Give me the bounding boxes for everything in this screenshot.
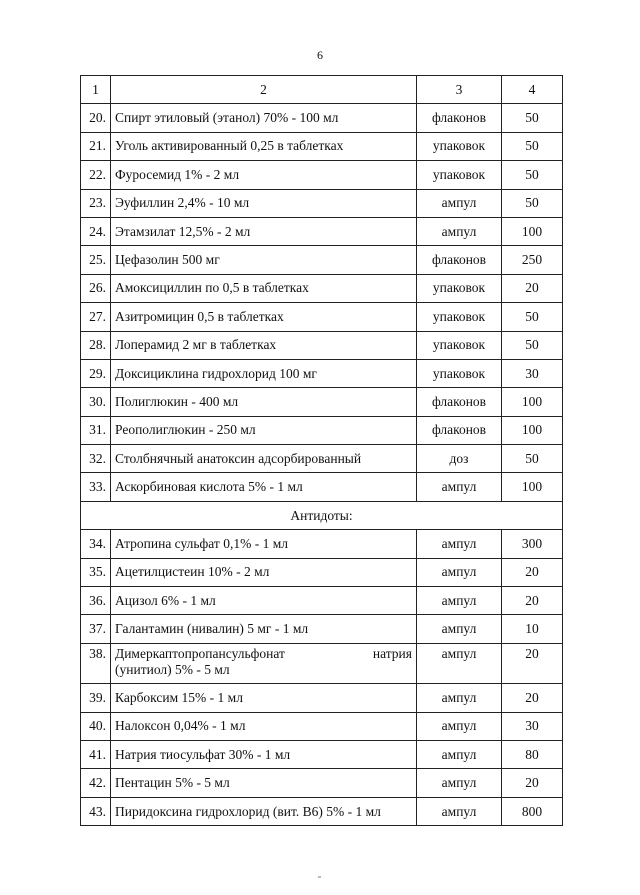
item-name-part: Димеркаптопропансульфонат: [115, 645, 285, 661]
item-name: Амоксициллин по 0,5 в таблетках: [111, 274, 417, 302]
item-number: 23.: [81, 189, 111, 217]
item-name: Аскорбиновая кислота 5% - 1 мл: [111, 473, 417, 501]
item-name-line-1: [115, 646, 412, 662]
table-row: [81, 615, 563, 643]
item-unit: доз: [417, 445, 502, 473]
table-row: [81, 359, 563, 387]
item-unit: флаконов: [417, 416, 502, 444]
item-number: 27.: [81, 303, 111, 331]
item-number: 31.: [81, 416, 111, 444]
item-name: Доксициклина гидрохлорид 100 мг: [111, 359, 417, 387]
item-quantity: 100: [502, 388, 563, 416]
table-row: [81, 769, 563, 797]
item-unit: упаковок: [417, 359, 502, 387]
item-name: Налоксон 0,04% - 1 мл: [111, 712, 417, 740]
table-row: [81, 132, 563, 160]
item-number: 43.: [81, 797, 111, 825]
item-number: 21.: [81, 132, 111, 160]
item-quantity: 50: [502, 189, 563, 217]
item-unit: ампул: [417, 643, 502, 684]
item-name: [111, 643, 417, 684]
item-number: 20.: [81, 104, 111, 132]
item-unit: ампул: [417, 587, 502, 615]
item-number: 26.: [81, 274, 111, 302]
table-row: [81, 161, 563, 189]
item-unit: ампул: [417, 797, 502, 825]
item-name: Столбнячный анатоксин адсорбированный: [111, 445, 417, 473]
item-name: Лоперамид 2 мг в таблетках: [111, 331, 417, 359]
section-row: [81, 501, 563, 529]
item-name: Фуросемид 1% - 2 мл: [111, 161, 417, 189]
item-number: 38.: [81, 643, 111, 684]
item-quantity: 250: [502, 246, 563, 274]
item-unit: упаковок: [417, 331, 502, 359]
item-number: 32.: [81, 445, 111, 473]
item-unit: флаконов: [417, 104, 502, 132]
item-quantity: 300: [502, 530, 563, 558]
item-name: Цефазолин 500 мг: [111, 246, 417, 274]
item-name: Атропина сульфат 0,1% - 1 мл: [111, 530, 417, 558]
item-quantity: 800: [502, 797, 563, 825]
item-name: Спирт этиловый (этанол) 70% - 100 мл: [111, 104, 417, 132]
section-title-antidotes: Антидоты:: [81, 501, 563, 529]
item-name: Натрия тиосульфат 30% - 1 мл: [111, 741, 417, 769]
item-name: Этамзилат 12,5% - 2 мл: [111, 217, 417, 245]
item-quantity: 20: [502, 274, 563, 302]
item-quantity: 50: [502, 445, 563, 473]
table-row: [81, 388, 563, 416]
item-name-line-2: (унитиол) 5% - 5 мл: [115, 661, 230, 677]
item-quantity: 20: [502, 643, 563, 684]
item-number: 36.: [81, 587, 111, 615]
item-unit: упаковок: [417, 132, 502, 160]
header-col-1: 1: [81, 76, 111, 104]
item-name: Реополиглюкин - 250 мл: [111, 416, 417, 444]
table-header-row: [81, 76, 563, 104]
item-unit: упаковок: [417, 274, 502, 302]
item-number: 42.: [81, 769, 111, 797]
item-number: 39.: [81, 684, 111, 712]
item-number: 29.: [81, 359, 111, 387]
table-row: [81, 558, 563, 586]
item-number: 35.: [81, 558, 111, 586]
table-row: [81, 274, 563, 302]
item-quantity: 20: [502, 558, 563, 586]
item-name: Уголь активированный 0,25 в таблетках: [111, 132, 417, 160]
item-quantity: 80: [502, 741, 563, 769]
item-unit: ампул: [417, 712, 502, 740]
item-number: 33.: [81, 473, 111, 501]
item-quantity: 20: [502, 684, 563, 712]
item-quantity: 100: [502, 416, 563, 444]
table-row: [81, 530, 563, 558]
item-unit: упаковок: [417, 161, 502, 189]
item-unit: ампул: [417, 530, 502, 558]
item-quantity: 10: [502, 615, 563, 643]
table-row: [81, 741, 563, 769]
item-unit: ампул: [417, 769, 502, 797]
item-number: 34.: [81, 530, 111, 558]
table-row: [81, 104, 563, 132]
item-name: Азитромицин 0,5 в таблетках: [111, 303, 417, 331]
item-quantity: 20: [502, 587, 563, 615]
table-row: [81, 303, 563, 331]
item-number: 30.: [81, 388, 111, 416]
item-number: 22.: [81, 161, 111, 189]
item-quantity: 30: [502, 712, 563, 740]
header-col-4: 4: [502, 76, 563, 104]
item-number: 25.: [81, 246, 111, 274]
table-row: [81, 643, 563, 684]
item-name: Полиглюкин - 400 мл: [111, 388, 417, 416]
item-quantity: 50: [502, 104, 563, 132]
table-row: [81, 416, 563, 444]
item-unit: упаковок: [417, 303, 502, 331]
table-row: [81, 445, 563, 473]
scan-speck: [318, 876, 321, 878]
table-row: [81, 473, 563, 501]
header-col-3: 3: [417, 76, 502, 104]
item-quantity: 30: [502, 359, 563, 387]
item-name: Галантамин (нивалин) 5 мг - 1 мл: [111, 615, 417, 643]
medication-table: [80, 75, 563, 826]
item-name: Ацизол 6% - 1 мл: [111, 587, 417, 615]
table-row: [81, 217, 563, 245]
header-col-2: 2: [111, 76, 417, 104]
item-number: 40.: [81, 712, 111, 740]
table-row: [81, 684, 563, 712]
page-number: 6: [317, 48, 323, 62]
item-name: Ацетилцистеин 10% - 2 мл: [111, 558, 417, 586]
item-quantity: 100: [502, 217, 563, 245]
item-quantity: 20: [502, 769, 563, 797]
item-unit: флаконов: [417, 388, 502, 416]
item-quantity: 100: [502, 473, 563, 501]
table-row: [81, 797, 563, 825]
item-quantity: 50: [502, 303, 563, 331]
table-row: [81, 189, 563, 217]
table-row: [81, 246, 563, 274]
item-quantity: 50: [502, 161, 563, 189]
item-quantity: 50: [502, 331, 563, 359]
item-name: Эуфиллин 2,4% - 10 мл: [111, 189, 417, 217]
item-unit: ампул: [417, 217, 502, 245]
table-row: [81, 712, 563, 740]
item-unit: ампул: [417, 473, 502, 501]
item-number: 28.: [81, 331, 111, 359]
item-unit: ампул: [417, 684, 502, 712]
item-name: Карбоксим 15% - 1 мл: [111, 684, 417, 712]
item-name: Пентацин 5% - 5 мл: [111, 769, 417, 797]
item-unit: ампул: [417, 558, 502, 586]
item-unit: ампул: [417, 741, 502, 769]
item-number: 41.: [81, 741, 111, 769]
item-unit: ампул: [417, 189, 502, 217]
item-name: Пиридоксина гидрохлорид (вит. В6) 5% - 1 мл: [111, 797, 417, 825]
item-unit: флаконов: [417, 246, 502, 274]
table-row: [81, 331, 563, 359]
item-number: 24.: [81, 217, 111, 245]
item-name-part: натрия: [372, 645, 412, 661]
item-number: 37.: [81, 615, 111, 643]
item-unit: ампул: [417, 615, 502, 643]
item-quantity: 50: [502, 132, 563, 160]
table-row: [81, 587, 563, 615]
